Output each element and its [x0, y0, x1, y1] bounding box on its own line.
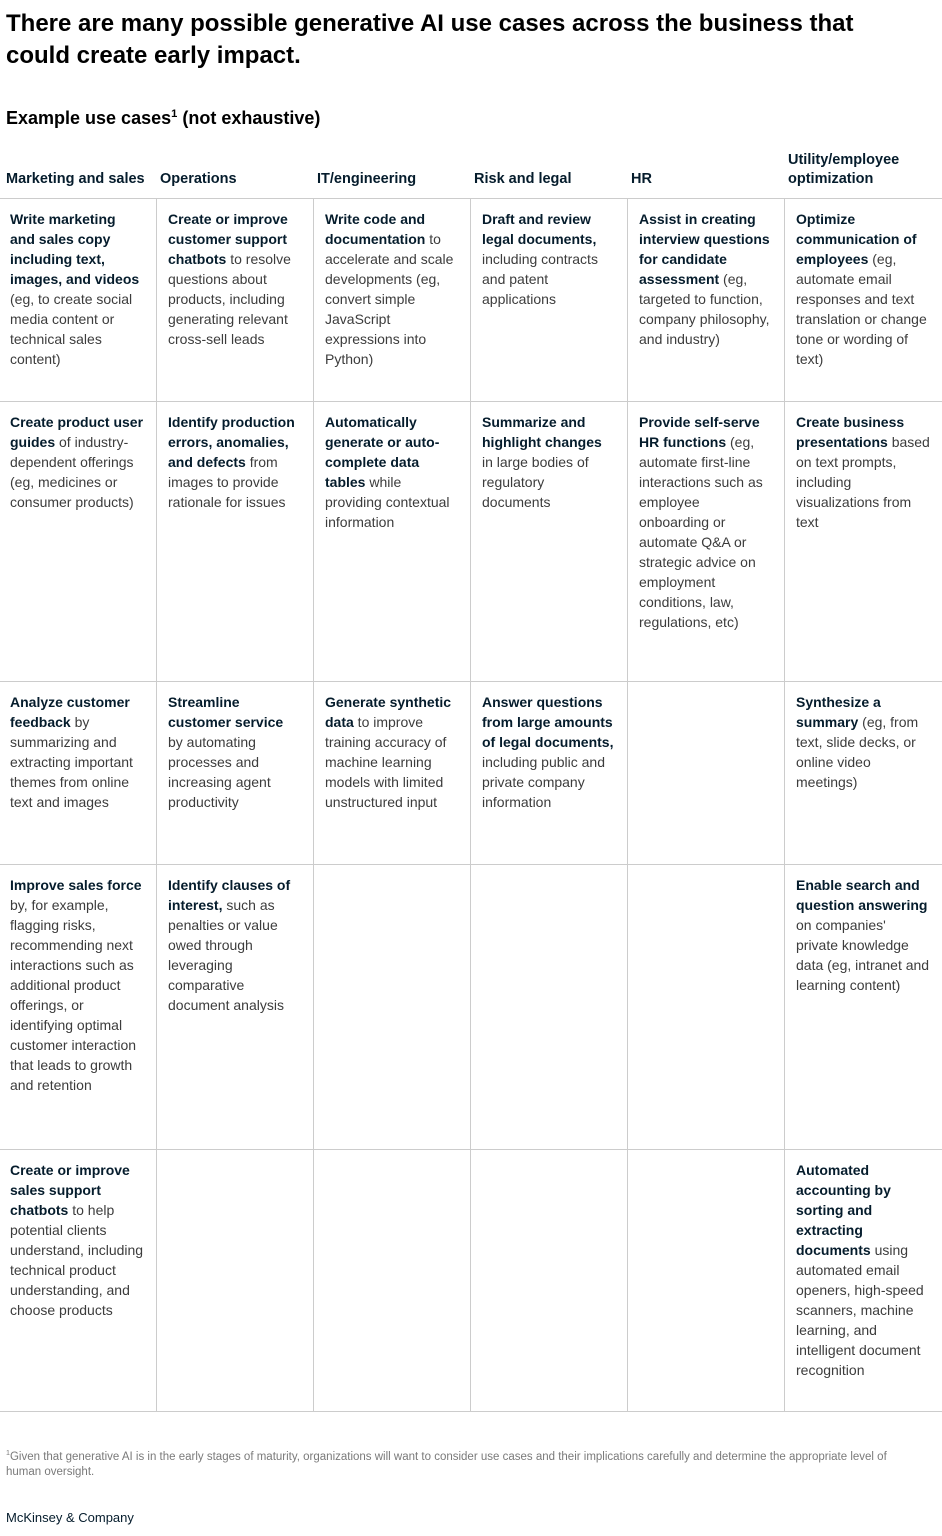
use-case-description: to resolve questions about products, including generating relevant cross-sell leads [168, 251, 291, 347]
table-cell [785, 198, 942, 401]
use-case-lead: Create or improve sales support chatbots [10, 1162, 130, 1218]
use-case-lead: Automated accounting by sorting and extracting documents [796, 1162, 891, 1258]
use-case-description: by automating processes and increasing agent productivity [168, 734, 271, 810]
table-cell [471, 198, 628, 401]
use-case-description: in large bodies of regulatory documents [482, 454, 589, 510]
footnote-marker: 1 [6, 1449, 10, 1457]
table-cell [471, 864, 628, 1149]
use-case-description: based on text prompts, including visualizations from text [796, 434, 930, 530]
table-cell [0, 1149, 157, 1412]
use-case-lead: Write code and documentation [325, 211, 426, 247]
table-cell [157, 1149, 314, 1412]
use-case-lead: Provide self-serve HR functions [639, 414, 760, 450]
use-case-description: to improve training accuracy of machine learning models with limited unstructured input [325, 714, 447, 810]
use-case-description: while providing contextual information [325, 474, 450, 530]
table-cell [314, 198, 471, 401]
use-case-description: by, for example, flagging risks, recommending next interactions such as additional product offerings, or identifying optimal customer interaction that leads to growth and retention [10, 897, 137, 1093]
table-cell [0, 198, 157, 401]
subtitle-qualifier: (not exhaustive) [177, 108, 321, 128]
use-case-lead: Write marketing and sales copy including text, images, and videos [10, 211, 140, 287]
use-case-lead: Streamline customer service [168, 694, 284, 730]
use-case-lead: Analyze customer feedback [10, 694, 130, 730]
table-header-row [0, 151, 942, 198]
column-header-utility-employee: Utility/employee optimization [788, 152, 900, 187]
column-header-risk-legal: Risk and legal [474, 171, 572, 187]
table-cell [785, 401, 942, 681]
table-cell [785, 864, 942, 1149]
table-cell [0, 681, 157, 864]
use-case-description: including public and private company information [482, 754, 605, 810]
column-header-it-engineering: IT/engineering [317, 171, 417, 187]
use-case-description: from images to provide rationale for issues [168, 454, 286, 510]
use-case-description: using automated email openers, high-speed scanners, machine learning, and intelligent document recognition [796, 1242, 924, 1378]
subtitle-footnote-marker: 1 [171, 108, 178, 120]
use-case-lead: Generate synthetic data [325, 694, 452, 730]
use-case-lead: Identify production errors, anomalies, and defects [168, 414, 295, 470]
table-cell [785, 681, 942, 864]
table-cell [314, 681, 471, 864]
use-case-description: to help potential clients understand, including technical product understanding, and choose products [10, 1202, 144, 1318]
use-case-description: (eg, automate email responses and text translation or change tone or wording of text) [796, 251, 927, 367]
use-case-description: on companies' private knowledge data (eg, intranet and learning content) [796, 917, 930, 993]
footnote [0, 1446, 917, 1480]
table-cell [157, 198, 314, 401]
use-case-lead: Identify clauses of interest, [168, 877, 291, 913]
column-header-marketing-sales: Marketing and sales [6, 171, 145, 187]
use-case-description: including contracts and patent applications [482, 251, 598, 307]
use-case-lead: Automatically generate or auto-complete data tables [325, 414, 440, 490]
use-case-lead: Answer questions from large amounts of legal documents, [482, 694, 614, 750]
use-case-lead: Enable search and question answering [796, 877, 928, 913]
use-case-description: of industry-dependent offerings (eg, medicines or consumer products) [10, 434, 134, 510]
table-cell [314, 1149, 471, 1412]
subtitle-text: Example use cases [6, 108, 172, 128]
footnote-text: Given that generative AI is in the early stages of maturity, organizations will want to consider use cases and their implications carefully and determine the appropriate level of human oversight. [6, 1450, 887, 1478]
use-case-lead: Synthesize a summary [796, 694, 881, 730]
column-header-hr: HR [631, 171, 652, 187]
table-body [0, 198, 942, 1412]
use-case-description: (eg, from text, slide decks, or online video meetings) [796, 714, 919, 790]
use-case-lead: Summarize and highlight changes [482, 414, 602, 450]
use-case-lead: Optimize communication of employees [796, 211, 917, 267]
use-case-description: (eg, automate first-line interactions such as employee onboarding or automate Q&A or strategic advice on employment conditions, law, regulations, etc) [639, 434, 763, 630]
use-case-lead: Improve sales force [10, 877, 142, 893]
use-case-description: such as penalties or value owed through leveraging comparative document analysis [168, 897, 284, 1013]
use-case-lead: Create business presentations [796, 414, 905, 450]
table-cell [0, 864, 157, 1149]
table-cell [157, 864, 314, 1149]
use-case-description: (eg, to create social media content or technical sales content) [10, 291, 133, 367]
column-header-operations: Operations [160, 171, 237, 187]
table-cell [628, 864, 785, 1149]
page-title: There are many possible generative AI use cases across the business that could create early impact. [6, 10, 854, 69]
table-cell [0, 401, 157, 681]
use-case-lead: Draft and review legal documents, [482, 211, 597, 247]
table-cell [314, 864, 471, 1149]
table-cell [157, 681, 314, 864]
use-case-description: (eg, targeted to function, company philosophy, and industry) [639, 271, 770, 347]
table-cell [471, 1149, 628, 1412]
table-cell [628, 401, 785, 681]
use-case-lead: Create or improve customer support chatbots [168, 211, 288, 267]
table-cell [628, 681, 785, 864]
table-cell [471, 681, 628, 864]
use-case-description: to accelerate and scale developments (eg, convert simple JavaScript expressions into Python) [325, 231, 454, 367]
use-case-description: by summarizing and extracting important themes from online text and images [10, 714, 133, 810]
table-cell [628, 1149, 785, 1412]
use-case-lead: Create product user guides [10, 414, 144, 450]
use-case-lead: Assist in creating interview questions for candidate assessment [639, 211, 770, 287]
table-cell [314, 401, 471, 681]
table-cell [628, 198, 785, 401]
exhibit-subtitle [0, 108, 942, 129]
table-cell [157, 401, 314, 681]
brand-signature: McKinsey & Company [6, 1509, 134, 1525]
table-cell [471, 401, 628, 681]
table-cell [785, 1149, 942, 1412]
